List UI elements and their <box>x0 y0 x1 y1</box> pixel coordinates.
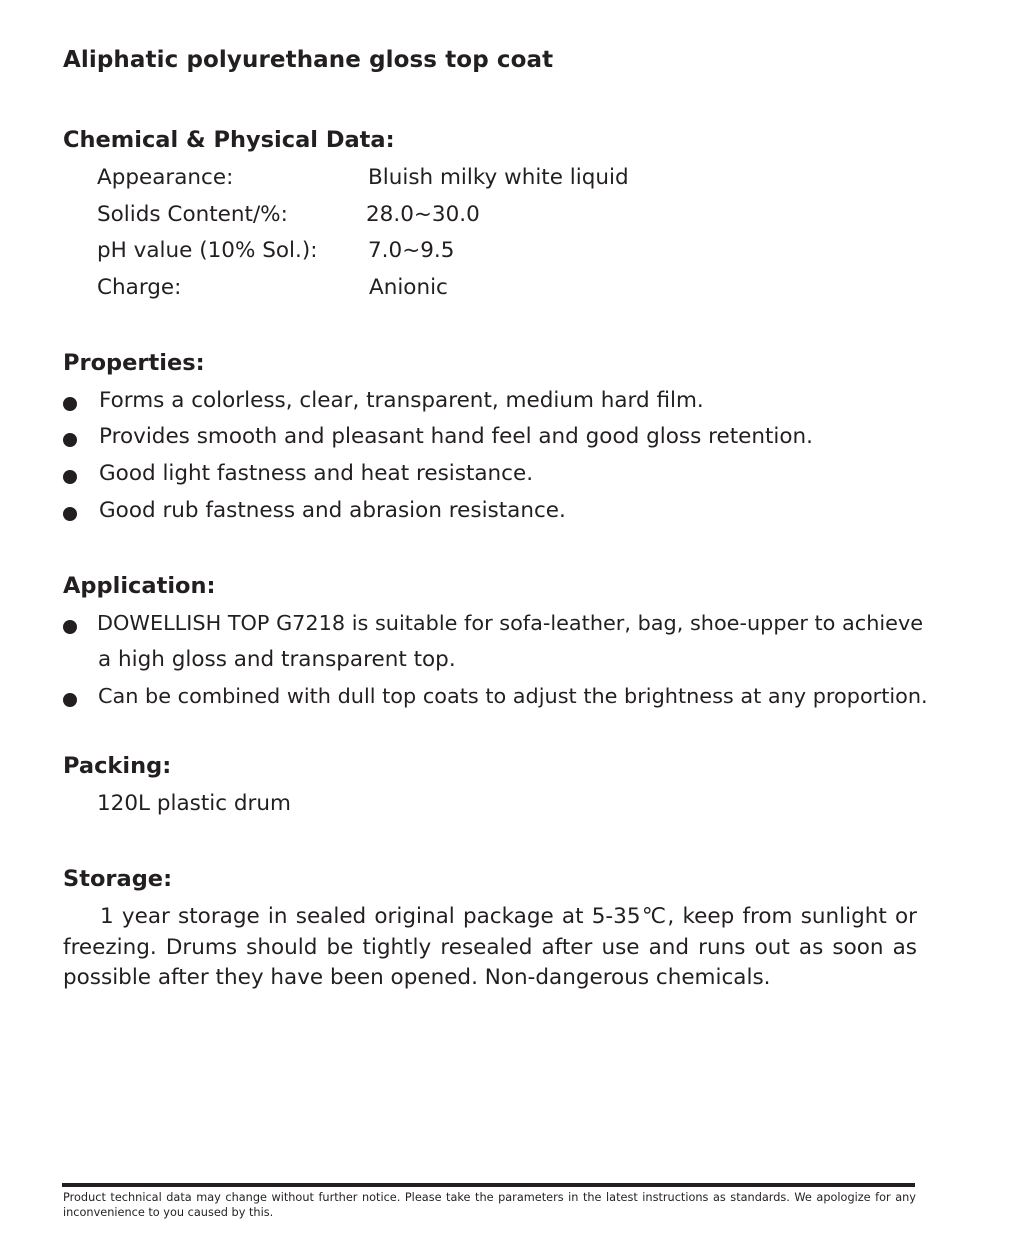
bullet-icon <box>63 397 77 411</box>
chemical-data-heading: Chemical & Physical Data: <box>63 127 395 153</box>
ph-value-value: 7.0~9.5 <box>368 238 455 263</box>
property-item: Good light fastness and heat resistance. <box>99 461 534 486</box>
property-item: Provides smooth and pleasant hand feel and good gloss retention. <box>99 424 814 449</box>
application-heading: Application: <box>63 573 216 599</box>
application-item-line: a high gloss and transparent top. <box>98 647 456 672</box>
packing-text: 120L plastic drum <box>97 791 291 816</box>
document-title: Aliphatic polyurethane gloss top coat <box>63 47 554 73</box>
packing-heading: Packing: <box>63 753 172 779</box>
bullet-icon <box>63 433 77 447</box>
storage-text: 1 year storage in sealed original package at 5-35℃, keep from sunlight or freezing. Drums should be tightly resealed after use and runs out as soon as possible after they have been opened. Non-dangerous chemicals. <box>63 904 917 990</box>
property-item: Good rub fastness and abrasion resistance. <box>99 498 566 523</box>
application-item-line: DOWELLISH TOP G7218 is suitable for sofa-leather, bag, shoe-upper to achieve <box>97 611 924 635</box>
bullet-icon <box>63 693 77 707</box>
appearance-value: Bluish milky white liquid <box>368 165 629 190</box>
solids-content-value: 28.0~30.0 <box>366 202 480 227</box>
application-item: Can be combined with dull top coats to adjust the brightness at any proportion. <box>98 684 928 708</box>
appearance-label: Appearance: <box>97 165 234 190</box>
bullet-icon <box>63 470 77 484</box>
property-item: Forms a colorless, clear, transparent, medium hard film. <box>99 388 704 413</box>
solids-content-label: Solids Content/%: <box>97 202 288 227</box>
footer-divider <box>62 1183 915 1187</box>
storage-heading: Storage: <box>63 866 173 892</box>
charge-value: Anionic <box>369 275 448 300</box>
properties-heading: Properties: <box>63 350 205 376</box>
charge-label: Charge: <box>97 275 182 300</box>
bullet-icon <box>63 507 77 521</box>
ph-value-label: pH value (10% Sol.): <box>97 238 318 263</box>
footer-disclaimer: Product technical data may change without further notice. Please take the parameters in the latest instructions as standards. We apologize for any inconvenience to you caused by this. <box>63 1191 916 1219</box>
bullet-icon <box>63 620 77 634</box>
